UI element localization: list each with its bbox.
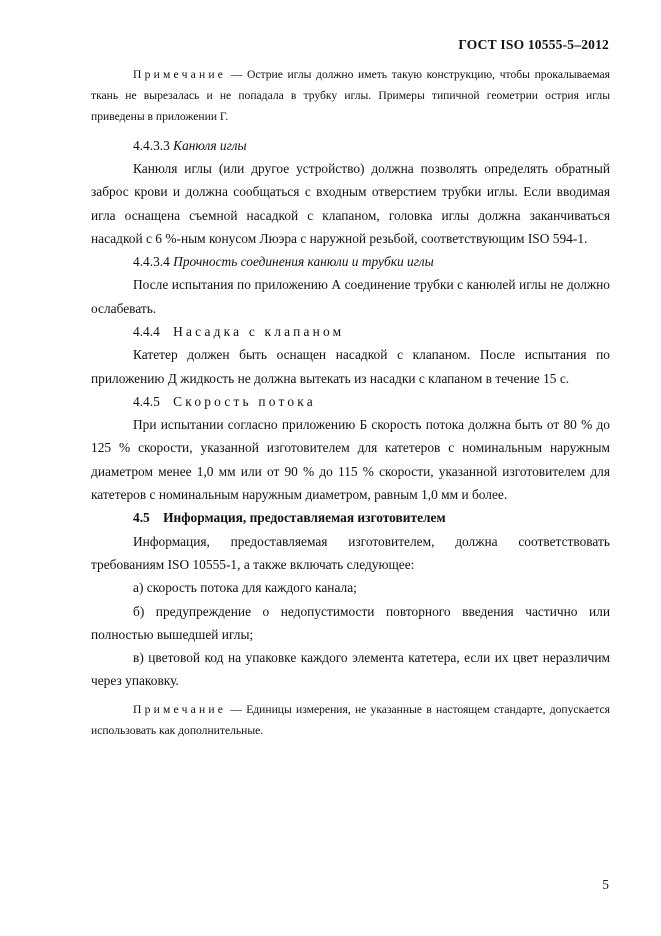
- section-title: Информация, предоставляемая изготовителем: [163, 510, 446, 526]
- document-header: ГОСТ ISO 10555-5–2012: [458, 37, 609, 52]
- page-content: [91, 64, 610, 741]
- list-item-b: б) предупреждение о недопустимости повторного введения частично или полностью вышедшей иглы;: [91, 603, 610, 642]
- section-4-5-intro: Информация, предоставляемая изготовителем, должна соответствовать требованиям ISO 10555-1, а также включать следующее:: [91, 533, 610, 572]
- note-text: — Острие иглы должно иметь такую конструкцию, чтобы прокалываемая ткань не вырезалась и не попадала в трубку иглы. Примеры типичной геометрии острия иглы приведены в приложении Г.: [91, 68, 610, 124]
- section-4-4-3-3-text: Канюля иглы (или другое устройство) должна позволять определять обратный заброс крови и должна сообщаться с входным отверстием трубки иглы. Если вводимая игла оснащена съемной насадкой с клапаном, головка иглы должна заканчиваться насадкой с 6 %-ным конусом Люэра с наружной резьбой, соответствующим ISO 594-1.: [91, 160, 610, 246]
- section-title: Канюля иглы: [173, 137, 247, 153]
- section-number: 4.4.3.3: [133, 137, 174, 153]
- note-label: Примечание: [133, 702, 227, 716]
- list-item-v: в) цветовой код на упаковке каждого элемента катетера, если их цвет неразличим через упаковку.: [91, 650, 610, 689]
- section-number: 4.4.4: [133, 323, 160, 339]
- section-number: 4.4.5: [133, 393, 160, 409]
- section-4-4-4-heading: [91, 320, 610, 343]
- note-needle-tip: [91, 64, 610, 128]
- list-item-a: а) скорость потока для каждого канала;: [133, 580, 357, 596]
- section-title: Насадка с клапаном: [173, 323, 345, 339]
- section-number: 4.4.3.4: [133, 254, 174, 270]
- page-number: 5: [602, 877, 609, 892]
- note-text: — Единицы измерения, не указанные в настоящем стандарте, допускается использовать как дополнительные.: [91, 702, 610, 737]
- note-units: [91, 699, 610, 741]
- section-4-5-heading: [91, 506, 610, 529]
- section-4-4-5-text: При испытании согласно приложению Б скорость потока должна быть от 80 % до 125 % скорости, указанной изготовителем для катетеров с номинальным наружным диаметром менее 1,0 мм или от 90 % до 115 % скорости, указанной изготовителем для катетеров с номинальным наружным диаметром, равным 1,0 мм и более.: [91, 417, 610, 503]
- section-4-4-3-4-text: После испытания по приложению А соединение трубки с канюлей иглы не должно ослабевать.: [91, 277, 610, 316]
- section-title: Скорость потока: [173, 393, 316, 409]
- section-4-4-3-3-heading: [91, 134, 610, 157]
- section-number: 4.5: [133, 510, 150, 526]
- section-4-4-5-heading: [91, 390, 610, 413]
- section-title: Прочность соединения канюли и трубки иглы: [173, 254, 434, 270]
- section-4-4-3-4-heading: [91, 250, 610, 273]
- section-4-4-4-text: Катетер должен быть оснащен насадкой с клапаном. После испытания по приложению Д жидкость не должна вытекать из насадки с клапаном в течение 15 с.: [91, 347, 610, 386]
- note-label: Примечание: [133, 68, 227, 81]
